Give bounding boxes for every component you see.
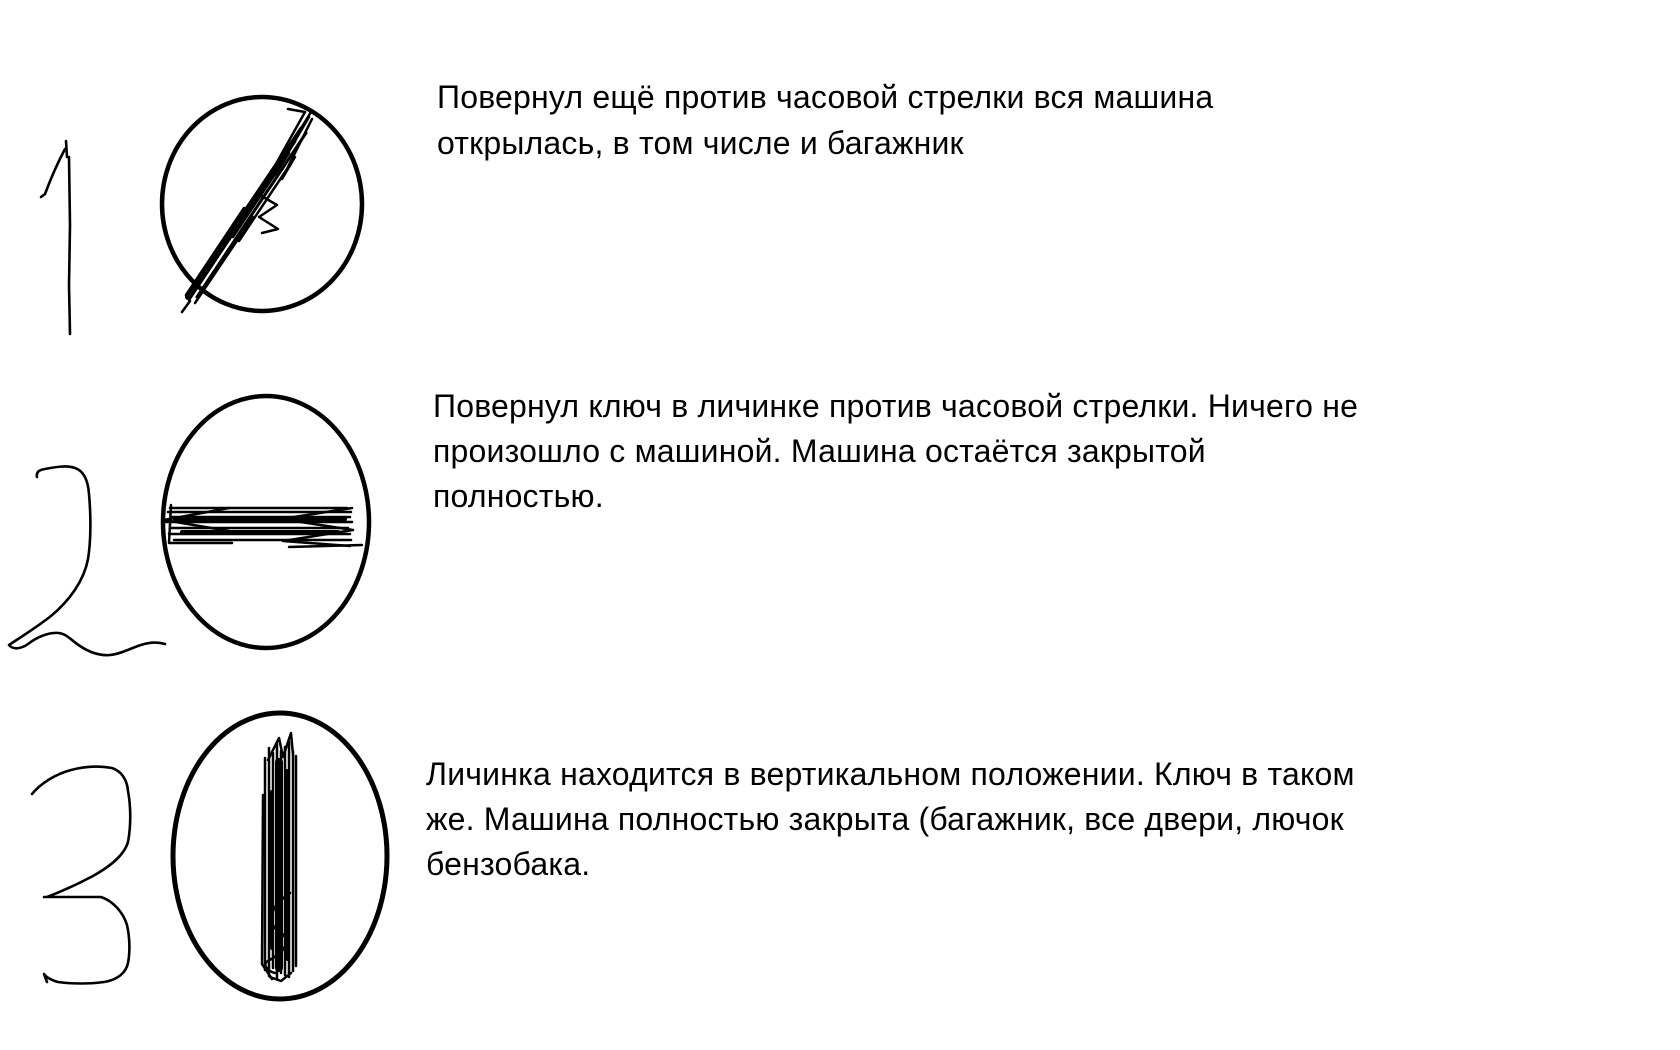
note-line: полностью.	[433, 478, 604, 514]
step-2-figure	[9, 396, 369, 655]
step-3-key-scribble	[262, 733, 296, 981]
step-2-note	[433, 384, 1358, 519]
step-2-key-scribble	[164, 505, 362, 547]
note-line: же. Машина полностью закрыта (багажник, все двери, лючок	[426, 801, 1344, 837]
note-line: бензобака.	[426, 846, 591, 882]
step-1-key-scribble	[182, 109, 312, 312]
step-1-figure	[41, 97, 362, 334]
note-line: открылась, в том числе и багажник	[437, 125, 964, 161]
step-3-figure	[32, 713, 387, 999]
step-1-lock-circle	[162, 97, 362, 311]
step-3-note	[426, 752, 1355, 887]
step-1-number-drawing	[41, 141, 70, 334]
step-3-number-drawing	[32, 767, 130, 984]
step-2-number-drawing	[9, 466, 165, 655]
note-line: Повернул ключ в личинке против часовой стрелки. Ничего не	[433, 388, 1359, 424]
note-line: Повернул ещё против часовой стрелки вся машина	[437, 79, 1214, 115]
note-line: произошло с машиной. Машина остаётся закрытой	[433, 433, 1206, 469]
step-1-note	[437, 74, 1213, 166]
note-line: Личинка находится в вертикальном положении. Ключ в таком	[426, 756, 1355, 792]
